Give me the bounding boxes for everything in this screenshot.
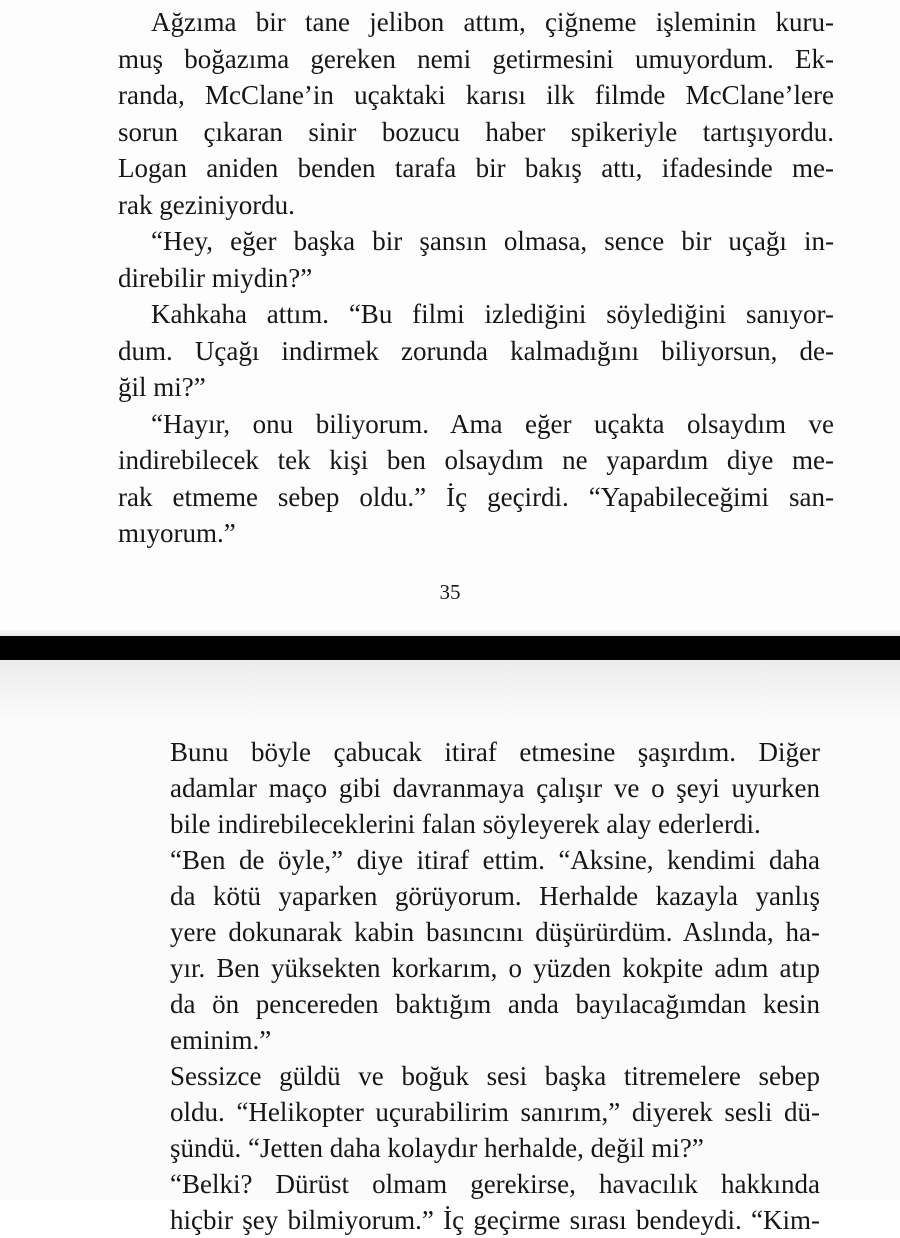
text-line: Bunu böyle çabucak itiraf etmesine şaşırdım. Diğer xyxy=(170,737,820,767)
text-line: eminim.” xyxy=(170,1025,272,1055)
text-line: rak geziniyordu. xyxy=(118,189,295,220)
page-number: 35 xyxy=(439,580,461,604)
page-gap-divider xyxy=(0,636,900,660)
text-line: “Hayır, onu biliyorum. Ama eğer uçakta olsaydım ve xyxy=(151,408,834,439)
page-36-body-text xyxy=(170,734,820,1238)
text-line: sorun çıkaran sinir bozucu haber spikeriyle tartışıyordu. xyxy=(118,116,834,147)
text-line: direbilir miydin?” xyxy=(118,262,313,293)
page-35-body-text xyxy=(118,4,834,552)
text-line: “Belki? Dürüst olmam gerekirse, havacılık hakkında xyxy=(170,1169,820,1199)
text-line: dum. Uçağı indirmek zorunda kalmadığını biliyorsun, de- xyxy=(118,335,834,366)
text-line: mıyorum.” xyxy=(118,518,236,548)
text-line: “Ben de öyle,” diye itiraf ettim. “Aksine, kendimi daha xyxy=(170,845,820,875)
text-line: bile indirebileceklerini falan söyleyerek alay ederlerdi. xyxy=(170,809,761,839)
text-line: randa, McClane’in uçaktaki karısı ilk filmde McClane’lere xyxy=(118,80,834,110)
text-line: Ağzıma bir tane jelibon attım, çiğneme işleminin kuru- xyxy=(151,7,834,37)
text-line: da ön pencereden baktığım anda bayılacağımdan kesin xyxy=(170,989,820,1019)
text-line: rak etmeme sebep oldu.” İç geçirdi. “Yapabileceğimi san- xyxy=(118,481,834,512)
text-line: Kahkaha attım. “Bu filmi izlediğini söylediğini sanıyor- xyxy=(151,299,834,329)
text-line: ğil mi?” xyxy=(118,372,206,402)
text-line: adamlar maço gibi davranmaya çalışır ve o şeyi uyurken xyxy=(170,773,820,803)
text-line: muş boğazıma gereken nemi getirmesini umuyordum. Ek- xyxy=(118,43,834,74)
text-line: hiçbir şey bilmiyorum.” İç geçirme sırası bendeydi. “Kim- xyxy=(170,1205,820,1235)
text-line: indirebilecek tek kişi ben olsaydım ne yapardım diye me- xyxy=(118,445,834,475)
text-line: “Hey, eğer başka bir şansın olmasa, sence bir uçağı in- xyxy=(151,226,834,256)
text-line: yere dokunarak kabin basıncını düşürürdüm. Aslında, ha- xyxy=(170,917,820,947)
text-line: oldu. “Helikopter uçurabilirim sanırım,” diyerek sesli dü- xyxy=(170,1097,820,1127)
text-line: yır. Ben yüksekten korkarım, o yüzden kokpite adım atıp xyxy=(170,953,820,983)
text-line: şündü. “Jetten daha kolaydır herhalde, değil mi?” xyxy=(170,1133,704,1163)
text-line: Sessizce güldü ve boğuk sesi başka titremelere sebep xyxy=(170,1061,820,1091)
text-line: Logan aniden benden tarafa bir bakış attı, ifadesinde me- xyxy=(118,153,834,183)
text-line: da kötü yaparken görüyorum. Herhalde kazayla yanlış xyxy=(170,881,820,911)
